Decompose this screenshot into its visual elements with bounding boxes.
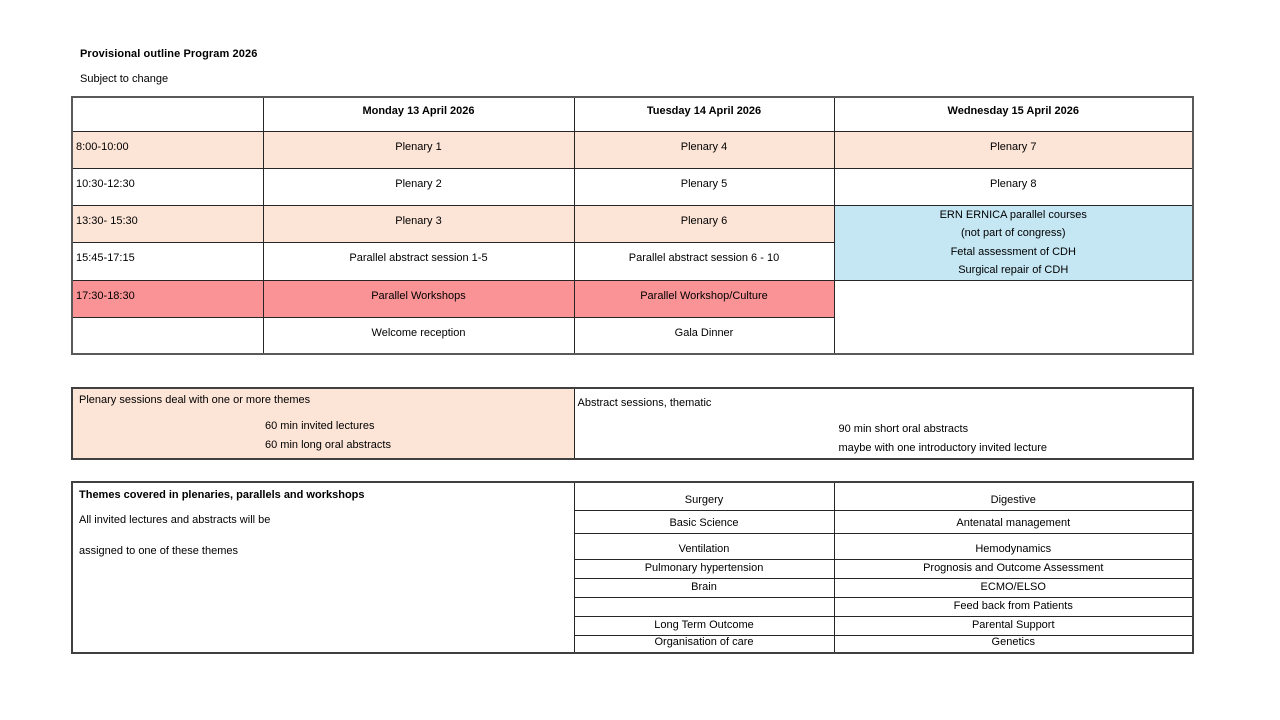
theme-cell <box>574 597 834 616</box>
page-title: Provisional outline Program 2026 <box>80 48 258 60</box>
ernica-line: (not part of congress) <box>960 227 1066 239</box>
themes-heading: Themes covered in plenaries, parallels and workshops <box>79 489 365 501</box>
session-cell: Parallel Workshop/Culture <box>574 280 834 317</box>
themes-note-line: assigned to one of these themes <box>79 545 238 557</box>
plenary-info-line: 60 min invited lectures <box>265 420 375 432</box>
themes-row <box>72 482 1193 510</box>
time-slot: 17:30-18:30 <box>72 280 263 317</box>
theme-cell: Brain <box>574 578 834 597</box>
schedule-row-1330 <box>72 205 1193 243</box>
schedule-table <box>71 96 1194 355</box>
plenary-info-cell <box>72 388 574 459</box>
themes-note-line: All invited lectures and abstracts will be <box>79 514 271 526</box>
time-slot: 13:30- 15:30 <box>72 205 263 243</box>
schedule-row-1030 <box>72 168 1193 205</box>
time-slot: 15:45-17:15 <box>72 243 263 281</box>
ernica-line: Fetal assessment of CDH <box>950 245 1076 258</box>
schedule-header-row <box>72 97 1193 131</box>
theme-cell: Parental Support <box>834 616 1193 635</box>
theme-cell: Ventilation <box>574 533 834 559</box>
theme-cell: Antenatal management <box>834 510 1193 533</box>
session-cell: Plenary 5 <box>574 168 834 205</box>
session-info-table <box>71 387 1194 460</box>
theme-cell: Hemodynamics <box>834 533 1193 559</box>
header-monday: Monday 13 April 2026 <box>263 97 574 131</box>
session-cell: Plenary 2 <box>263 168 574 205</box>
header-tuesday: Tuesday 14 April 2026 <box>574 97 834 131</box>
session-cell: Parallel abstract session 1-5 <box>263 243 574 281</box>
schedule-row-0800 <box>72 131 1193 168</box>
ernica-courses-cell <box>834 205 1193 280</box>
session-cell: Plenary 6 <box>574 205 834 243</box>
abstract-info-line: maybe with one introductory invited lecture <box>838 442 1047 454</box>
info-row <box>72 388 1193 459</box>
session-cell: Welcome reception <box>263 317 574 354</box>
themes-table <box>71 481 1194 654</box>
abstract-info-line: 90 min short oral abstracts <box>838 423 969 435</box>
plenary-info-line: 60 min long oral abstracts <box>265 439 391 451</box>
abstract-info-cell <box>574 388 1193 459</box>
ernica-line: Surgical repair of CDH <box>958 264 1069 276</box>
theme-cell: Genetics <box>834 635 1193 653</box>
time-slot: 8:00-10:00 <box>72 131 263 168</box>
plenary-info-heading: Plenary sessions deal with one or more themes <box>79 394 311 406</box>
header-time-blank <box>72 97 263 131</box>
theme-cell: Feed back from Patients <box>834 597 1193 616</box>
header-wednesday: Wednesday 15 April 2026 <box>834 97 1193 131</box>
theme-cell: Digestive <box>834 482 1193 510</box>
theme-cell: Organisation of care <box>574 635 834 653</box>
schedule-row-1730 <box>72 280 1193 317</box>
session-cell: Plenary 8 <box>834 168 1193 205</box>
ernica-line: ERN ERNICA parallel courses <box>939 208 1087 221</box>
session-cell: Gala Dinner <box>574 317 834 354</box>
page-subtitle: Subject to change <box>80 73 169 85</box>
theme-cell: Long Term Outcome <box>574 616 834 635</box>
empty-wednesday-evening-cell <box>834 280 1193 354</box>
session-cell: Plenary 4 <box>574 131 834 168</box>
time-slot <box>72 317 263 354</box>
session-cell: Parallel Workshops <box>263 280 574 317</box>
time-slot: 10:30-12:30 <box>72 168 263 205</box>
theme-cell: ECMO/ELSO <box>834 578 1193 597</box>
theme-cell: Pulmonary hypertension <box>574 559 834 578</box>
theme-cell: Prognosis and Outcome Assessment <box>834 559 1193 578</box>
abstract-info-heading: Abstract sessions, thematic <box>577 397 712 409</box>
themes-description-cell <box>72 482 574 653</box>
session-cell: Parallel abstract session 6 - 10 <box>574 243 834 281</box>
theme-cell: Basic Science <box>574 510 834 533</box>
session-cell: Plenary 3 <box>263 205 574 243</box>
session-cell: Plenary 1 <box>263 131 574 168</box>
theme-cell: Surgery <box>574 482 834 510</box>
session-cell: Plenary 7 <box>834 131 1193 168</box>
